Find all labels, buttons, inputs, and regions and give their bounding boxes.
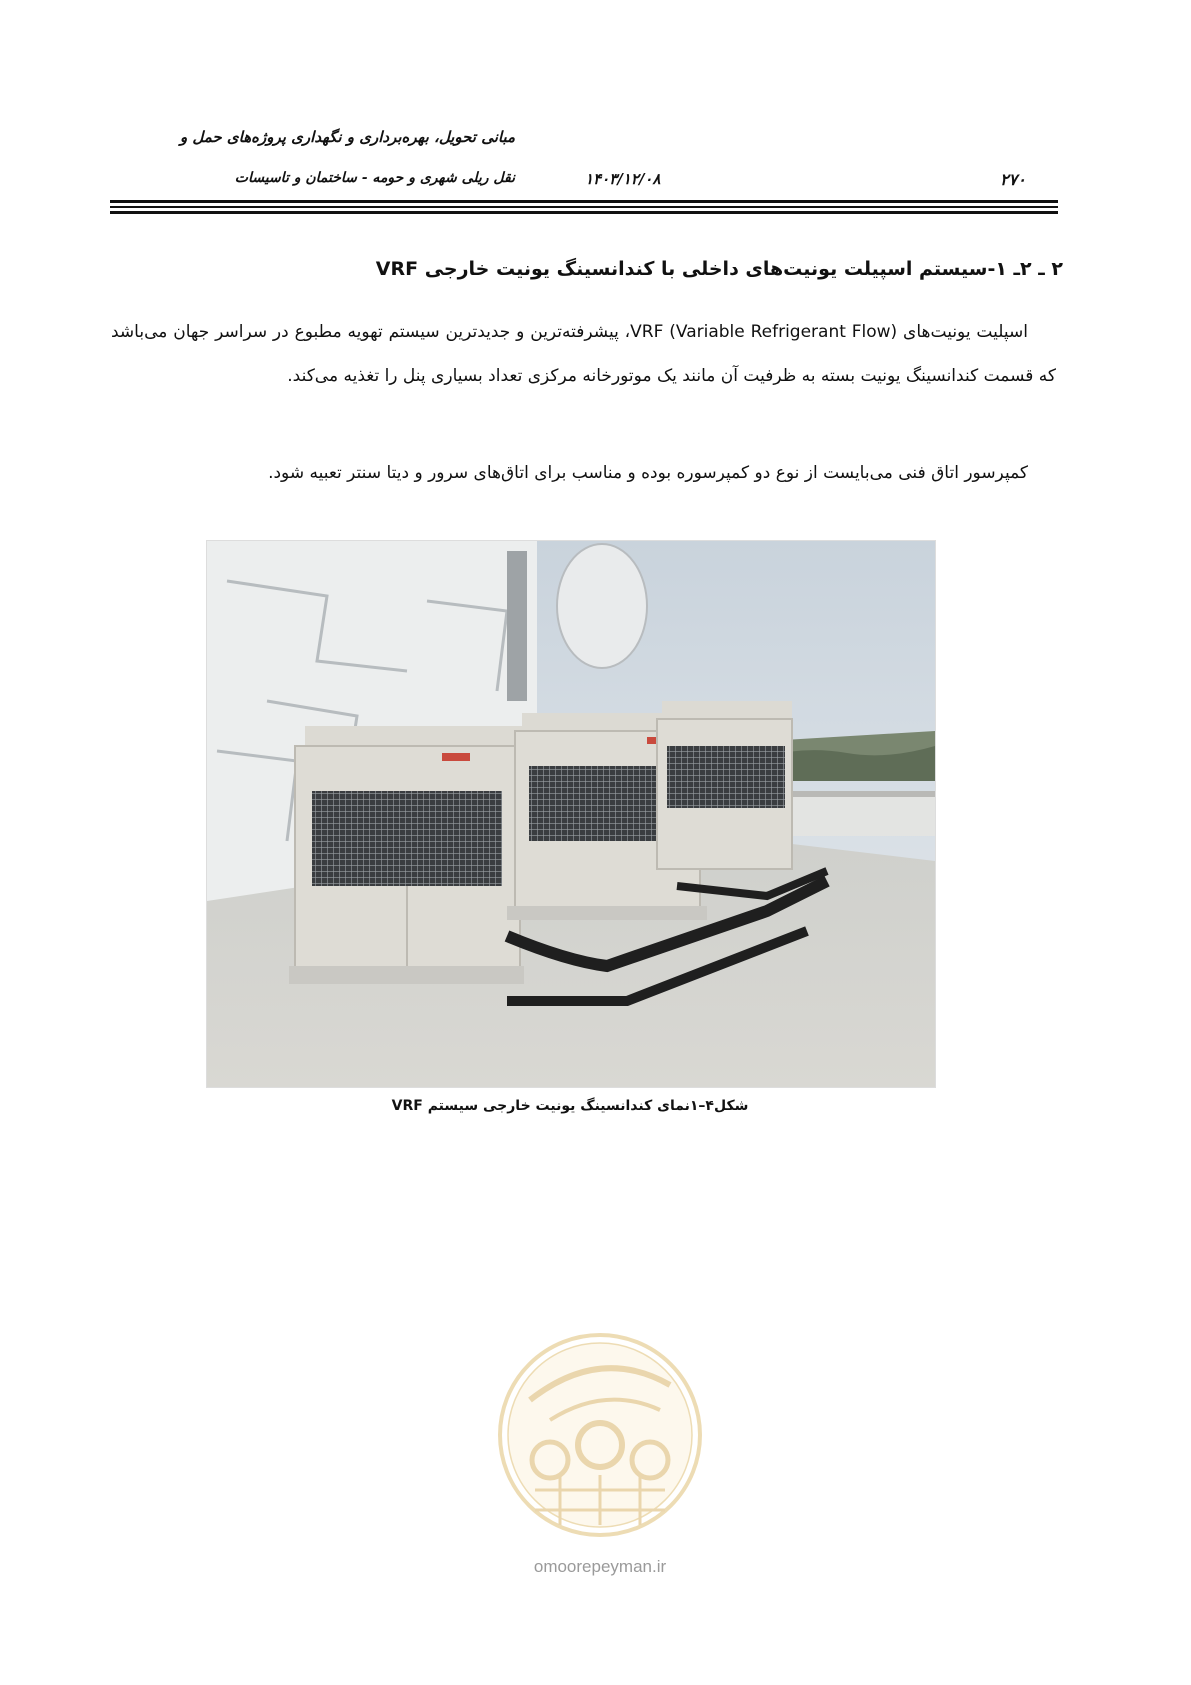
body-paragraph-1: اسپلیت یونیت‌های VRF (Variable Refrigerant Flow)، پیشرفته‌ترین و جدیدترین سیستم تهویه مطبوع در سراسر جهان می‌باشد که قسمت کندانسینگ یونیت بسته به ظرفیت آن مانند یک موتورخانه مرکزی تعداد بسیاری پنل را تغذیه می‌کند. (111, 322, 1056, 386)
header-title-line1: مبانی تحویل، بهره‌برداری و نگهداری پروژه‌های حمل و (179, 128, 515, 146)
watermark-logo-icon (490, 1325, 710, 1555)
header-rule-bottom (110, 211, 1058, 214)
body-paragraph-2: کمپرسور اتاق فنی می‌بایست از نوع دو کمپرسوره بوده و مناسب برای اتاق‌های سرور و دیتا سنتر تعبیه شود. (268, 463, 1028, 483)
header-title-line2: نقل ریلی شهری و حومه - ساختمان و تاسیسات (234, 170, 515, 186)
header-date: ۱۴۰۳/۱۲/۰۸ (585, 170, 661, 188)
figure-caption: شکل۴–۱نمای کندانسینگ یونیت خارجی سیستم VRF (391, 1098, 749, 1114)
vrf-units-photo (207, 541, 935, 1087)
header-rule-top (110, 200, 1058, 203)
page-number: ۲۷۰ (1000, 170, 1026, 189)
watermark-site: omoorepeyman.ir (533, 1557, 667, 1576)
watermark-seal (490, 1325, 710, 1555)
header-rule-middle (110, 206, 1058, 208)
section-title: ۲ ـ ۲ـ ۱-سیستم اسپیلت یونیت‌های داخلی با کندانسینگ یونیت خارجی VRF (375, 258, 1063, 280)
figure-photo (206, 540, 936, 1088)
